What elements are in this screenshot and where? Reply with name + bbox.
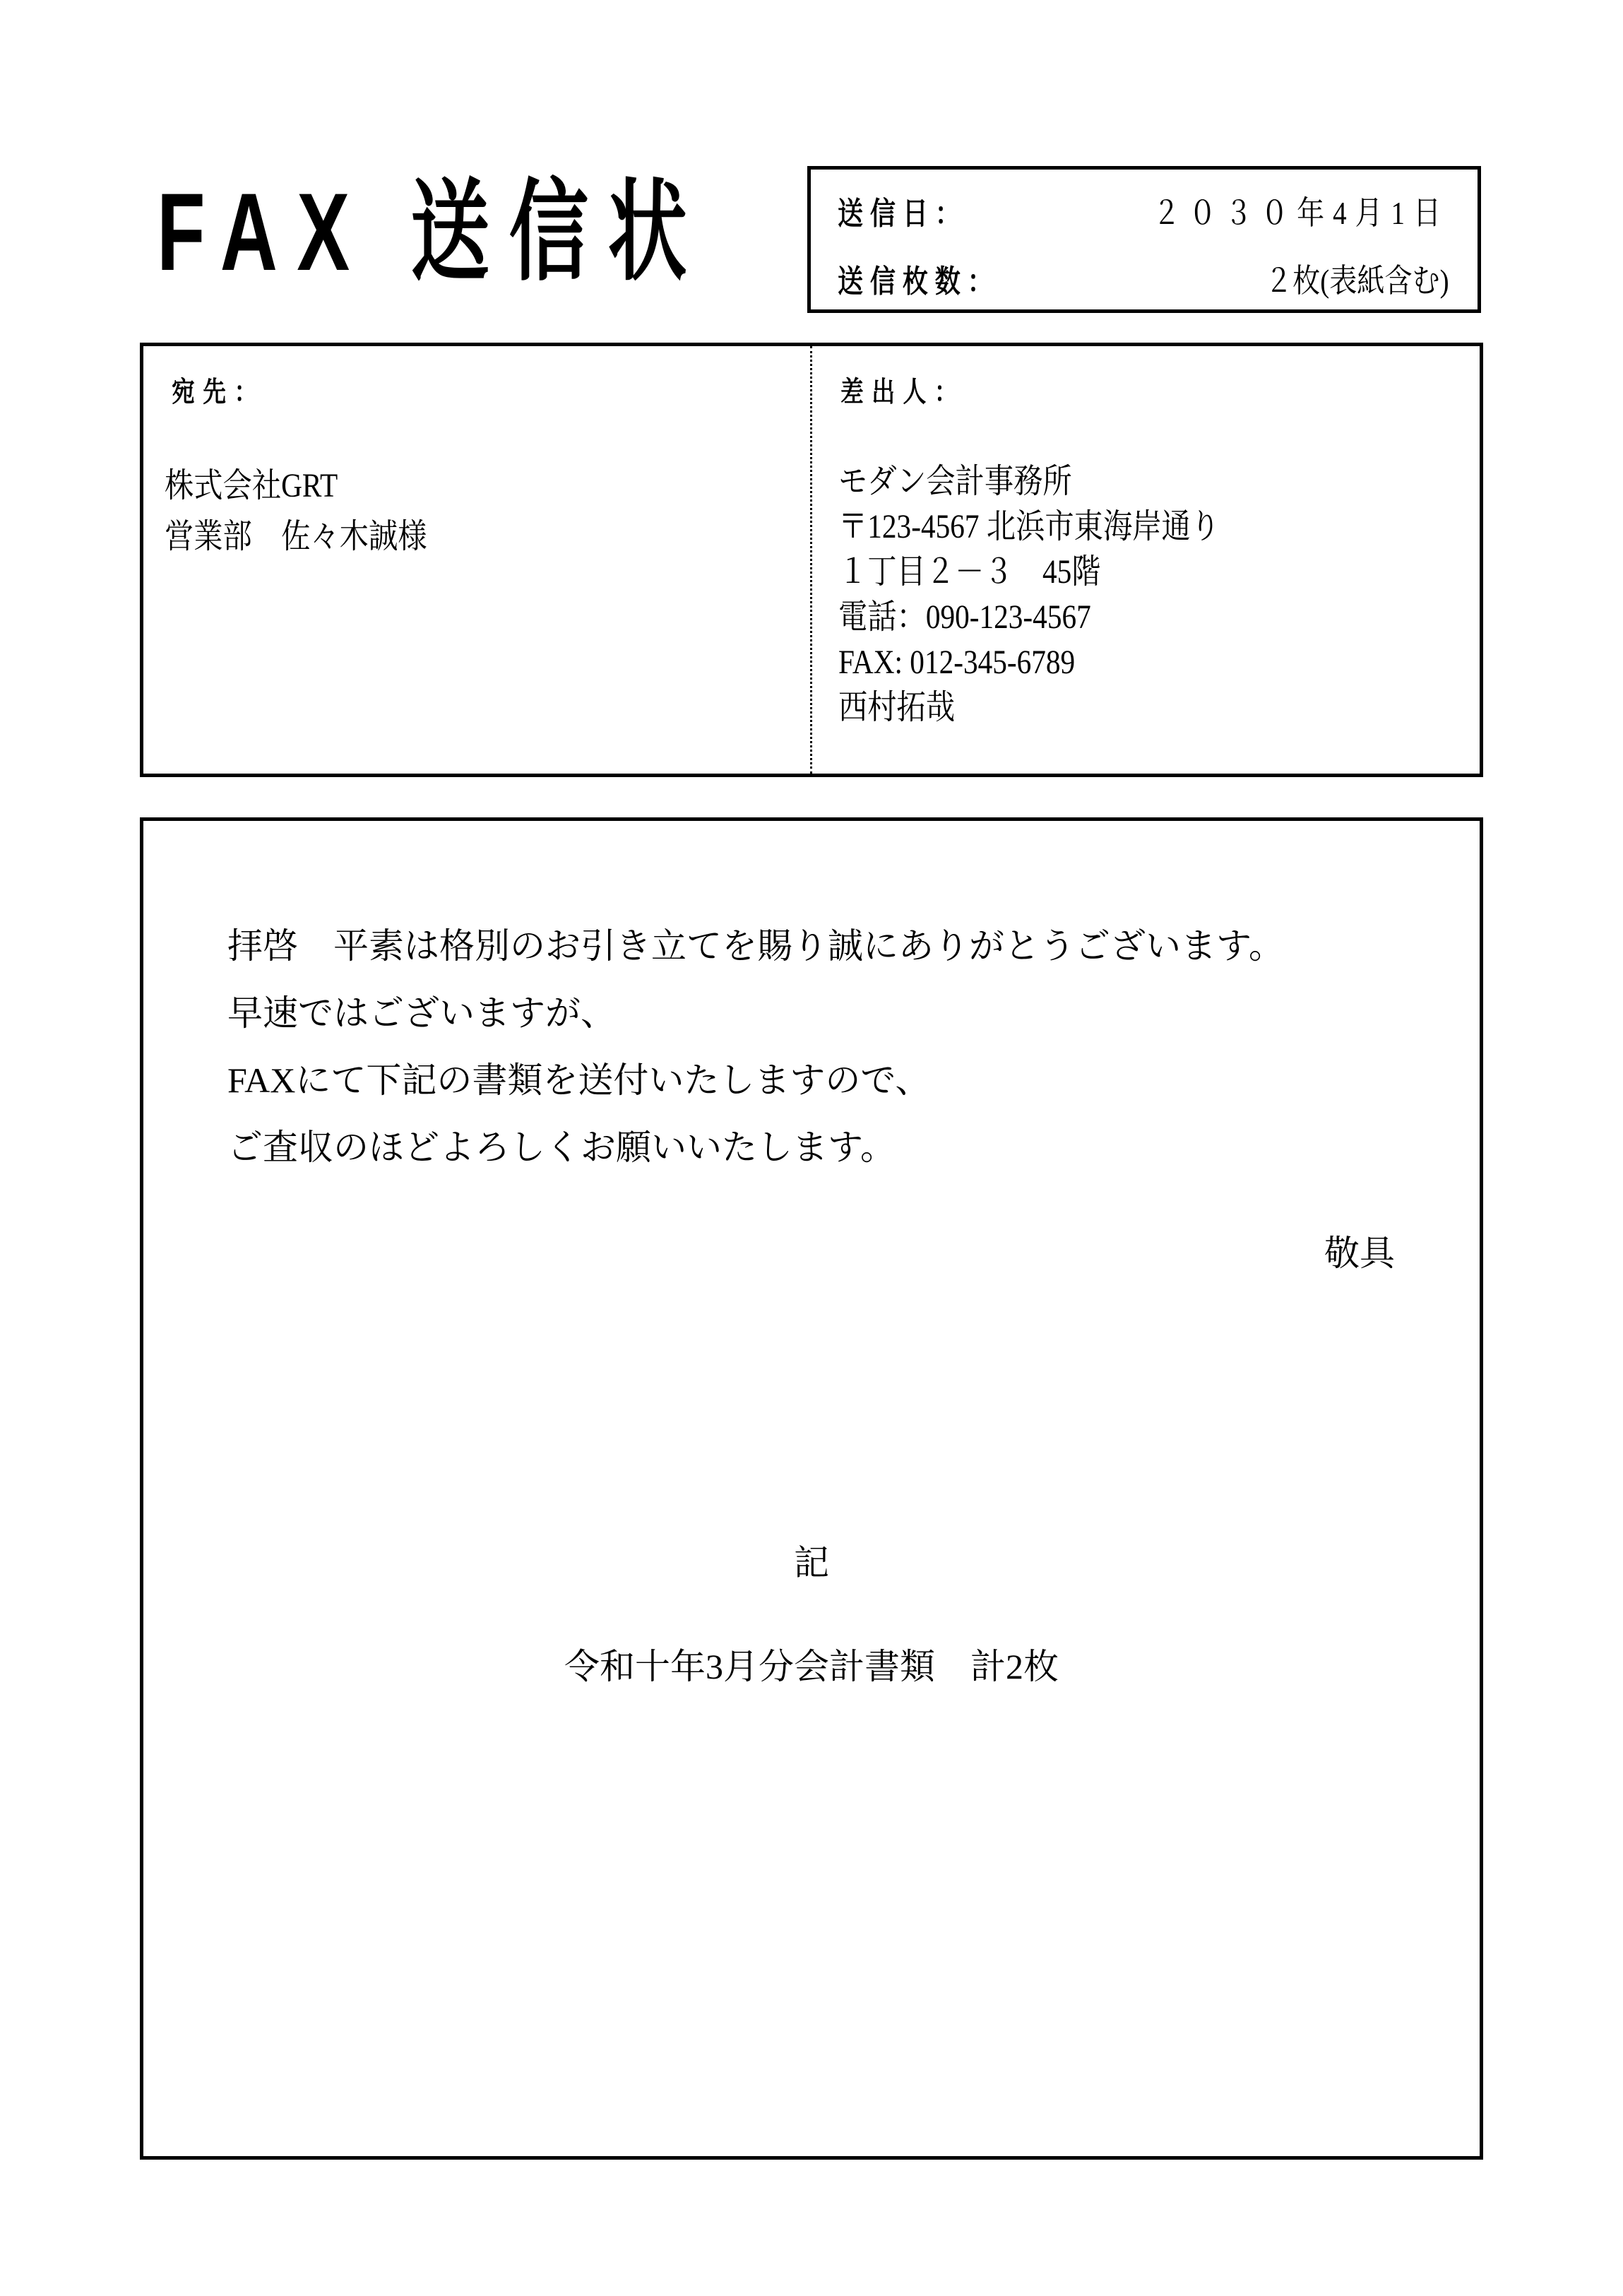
ki-heading: 記 (794, 1543, 829, 1582)
recipient-company: 株式会社GRT (165, 467, 338, 504)
recipient-label: 宛先： (172, 377, 266, 408)
closing-text: 敬具 (1324, 1233, 1395, 1273)
page-count-label: 送信枚数： (838, 264, 1000, 299)
page-count-value: ２枚(表紙含む) (1265, 263, 1449, 299)
greeting-line-1: 拝啓 平素は格別のお引き立てを賜り誠にありがとうございます。 (227, 926, 1284, 966)
enclosed-item: 令和十年3月分会計書類 計2枚 (564, 1647, 1059, 1686)
document-title: FAX 送信状 (157, 171, 707, 294)
greeting-line-3: FAXにて下記の書類を送付いたしますので、 (227, 1060, 931, 1100)
recipient-lines (165, 461, 470, 562)
greeting-line-2: 早速ではございますが、 (227, 993, 616, 1033)
message-box (140, 817, 1483, 2160)
sender-name: 西村拓哉 (838, 689, 956, 726)
sender-label: 差出人： (840, 377, 966, 408)
dotted-divider (810, 346, 812, 774)
send-info-box (807, 166, 1481, 313)
recipient-person: 営業部 佐々木誠様 (165, 518, 427, 555)
sender-fax: FAX: 012-345-6789 (838, 644, 1076, 681)
sender-address-line-1: 〒123-4567 北浜市東海岸通り (838, 508, 1220, 545)
sender-company: モダン会計事務所 (838, 463, 1072, 500)
greeting-line-4: ご査収のほどよろしくお願いいたします。 (227, 1128, 896, 1167)
sender-phone: 電話：090-123-4567 (838, 598, 1091, 636)
send-date-value: ２０３０年4月1日 (1153, 195, 1449, 231)
address-box (140, 343, 1483, 777)
send-date-label: 送信日： (838, 196, 968, 231)
sender-lines (838, 459, 1282, 730)
sender-address-line-2: １丁目２－３ 45階 (838, 553, 1101, 591)
sender-section (838, 346, 1474, 774)
page-count-row (838, 259, 1449, 298)
recipient-section (165, 346, 800, 774)
send-date-row (838, 191, 1449, 230)
greeting-text (227, 913, 1284, 1181)
